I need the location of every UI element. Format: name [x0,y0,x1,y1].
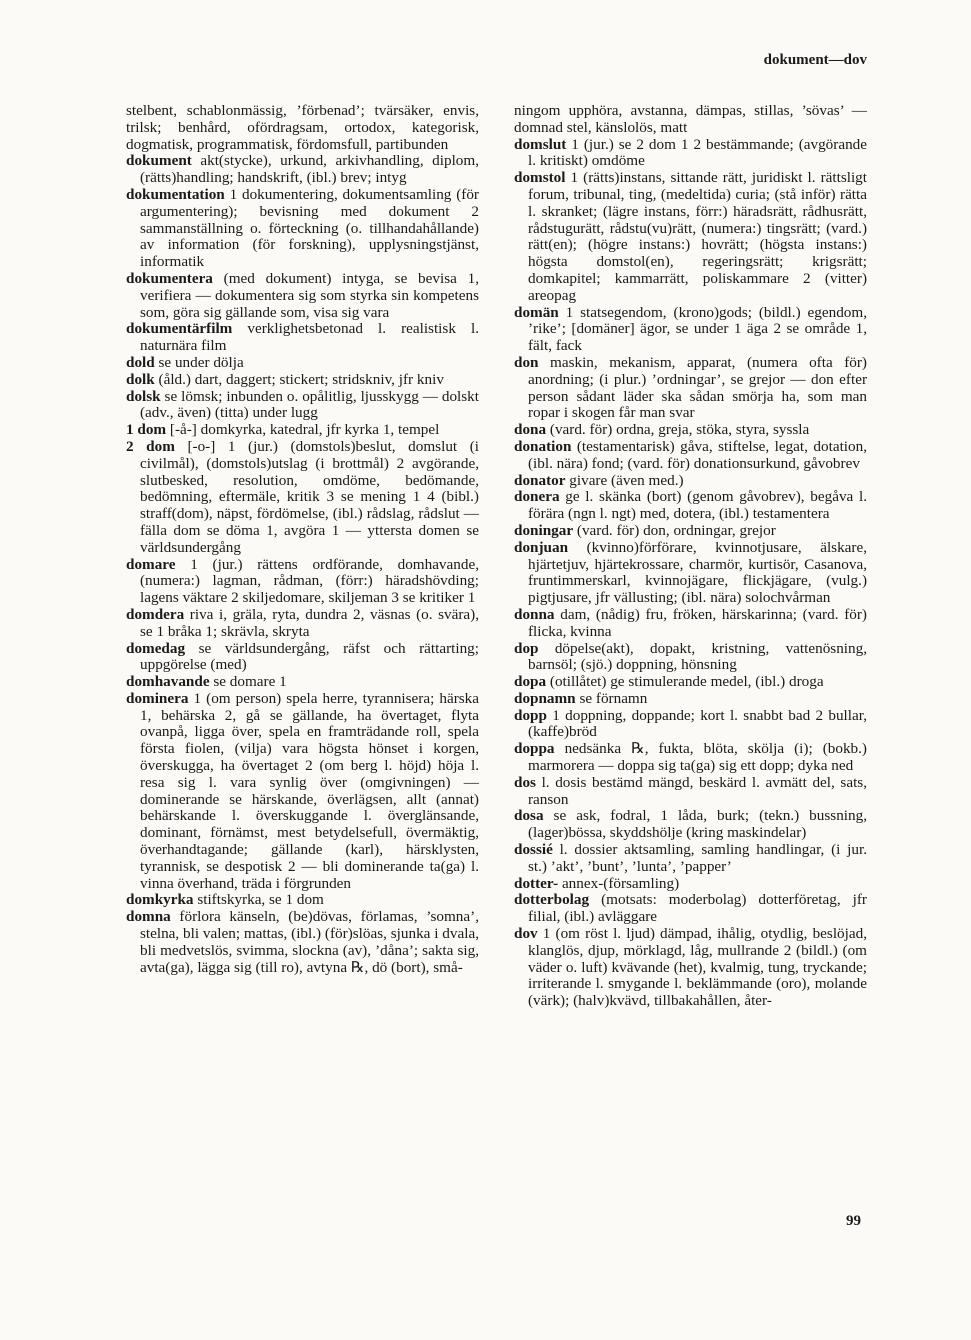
dictionary-entry [514,775,867,809]
entry-headword: domän [514,303,559,321]
entry-definition: stelbent, schablonmässig, ’förbenad’; tvärsäker, envis, trilsk; benhård, ofördragsam, ortodox, kategorisk, dogmatisk, programmatisk, fördomsfull, partibunden [126,102,479,153]
entry-definition: (åld.) dart, daggert; stickert; stridskniv, jfr kniv [154,370,444,388]
page-number: 99 [846,1213,861,1229]
entry-definition: 1 (rätts)instans, sittande rätt, juridiskt l. rättsligt forum, tribunal, ting, (medeltida) curia; (stå inför) rätta l. skranket; (lägre instans, förr:) häradsrätt, rådhusrätt, rådstugurätt, rådstu(vu)rätt, (numera:) tingsrätt; (vard.) rätt(en); (högre instans:) hovrätt; (högsta instans:) högsta domstol(en), regeringsrätt; krigsrätt; domkapitel; kammarrätt, poliskammare 2 (vitter) areopag [528,169,867,304]
entry-headword: domstol [514,169,566,187]
dictionary-entry [514,926,867,1010]
entry-headword: domhavande [126,673,210,691]
entry-definition: (otillåtet) ge stimulerande medel, (ibl.) droga [546,673,824,691]
entry-headword: dolsk [126,387,161,405]
entry-headword: doningar [514,521,574,539]
dictionary-entry [514,674,867,691]
entry-definition: 1 (om röst l. ljud) dämpad, ihålig, otydlig, beslöjad, klanglös, djup, mörklagd, låg, mullrande 2 (bildl.) (om väder o. luft) kvävande (het), kvalmig, tung, tryckande; irriterande l. smygande l. beklämmande (oro), molande (värk); (halv)kvävd, tillbakahållen, åter- [528,925,867,1010]
entry-definition: givare (även med.) [565,471,684,489]
dictionary-entry [514,808,867,842]
entry-headword: domna [126,908,171,926]
dictionary-entry [126,909,479,976]
entry-definition: 1 dokumentering, dokumentsamling (för argumentering); bevisning med dokument 2 sammanställning o. förteckning (o. tillhandahållande) av information (för forskning), upplysningstjänst, informatik [140,185,479,271]
entry-headword: donator [514,471,566,489]
dictionary-entry [126,389,479,423]
dictionary-entry [514,355,867,422]
dictionary-entry [126,372,479,389]
dictionary-entry [514,523,867,540]
entry-headword: 2 dom [126,437,175,455]
dictionary-entry [126,271,479,321]
dictionary-entry [514,137,867,171]
dictionary-entry [514,439,867,473]
entry-headword: dossié [514,841,553,859]
entry-headword: dop [514,639,539,657]
entry-definition: [-o-] 1 (jur.) (domstols)beslut, domslut (i civilmål), (domstols)utslag (i brottmål) 2 avgörande, slutbesked, resolution, omdöme, bedömande, bedömning, eftermäle, kritik 3 se mening 1 4 (bibl.) straff(dom), näpst, fördömelse, (ibl.) rådslag, rådslut — fälla dom se döma 1, avgöra 1 — yttersta domen se världsundergång [140,437,479,556]
dictionary-entry [126,422,479,439]
entry-definition: ge l. skänka (bort) (genom gåvobrev), begåva l. förära (ngn l. ngt) med, dotera, (ibl.) testamentera [528,488,867,523]
entry-definition: (vard. för) ordna, greja, stöka, styra, syssla [546,421,810,439]
entry-headword: doppa [514,740,555,758]
dictionary-entry [126,892,479,909]
dictionary-entry [514,540,867,607]
entry-headword: dos [514,773,536,791]
dictionary-entry [126,187,479,271]
entry-headword: dokumentärfilm [126,320,233,338]
dictionary-entry [126,321,479,355]
entry-headword: dov [514,925,538,943]
dictionary-entry [514,691,867,708]
dictionary-entry [126,641,479,675]
entry-definition: se domare 1 [209,673,287,691]
entry-definition: riva i, gräla, ryta, dundra 2, väsnas (o. svära), se 1 bråka 1; skrävla, skryta [140,605,479,640]
dictionary-entry [514,842,867,876]
entry-headword: domdera [126,605,185,623]
dictionary-entry [514,103,867,137]
entry-definition: förlora känseln, (be)dövas, förlamas, ’somna’, stelna, bli valen; mattas, (ibl.) (för)slöas, sjunka i dvala, bli medvetslös, svimma, slockna (av), ’dåna’; sakta sig, avta(ga), lägga sig (till ro), avtyna ℞, dö (bort), små- [140,908,479,976]
entry-definition: 1 (jur.) rättens ordförande, domhavande, (numera:) lagman, rådman, (förr:) häradshövding; lagens väktare 2 skiljedomare, skiljeman 3 se kritiker 1 [140,555,479,607]
left-column [126,103,479,976]
entry-headword: domslut [514,135,567,153]
dictionary-entry [514,741,867,775]
entry-headword: don [514,353,539,371]
dictionary-entry [126,153,479,187]
entry-headword: dokumentera [126,269,213,287]
entry-definition: se ask, fodral, 1 låda, burk; (tekn.) bussning, (lager)bössa, skyddshölje (kring maskindelar) [528,807,867,842]
entry-headword: 1 dom [126,421,167,439]
dictionary-entry [514,473,867,490]
entry-definition: (motsats: moderbolag) dotterföretag, jfr filial, (ibl.) avläggare [528,891,867,926]
entry-headword: dopnamn [514,689,576,707]
dictionary-entry [514,422,867,439]
entry-headword: dosa [514,807,544,825]
entry-definition: [-å-] domkyrka, katedral, jfr kyrka 1, tempel [166,421,440,439]
dictionary-entry [514,170,867,304]
right-column [514,103,867,1010]
entry-definition: 1 (om person) spela herre, tyrannisera; härska 1, behärska 2, gå se gällande, ha övertaget, flyta ovanpå, ligga över, spela en framträdande roll, spela första fiolen, (vilja) vara högsta hönset i korgen, överskugga, ha övertaget 2 (om berg l. höjd) höja l. resa sig l. vara synlig över (omgivningen) — dominerande se härskande, överlägsen, allt (annat) behärskande l. överskuggande l. överglänsande, dominant, förnämst, mest betydelsefull, övermäktig, överhandtagande; gällande (karl), härsklysten, tyrannisk, se despotisk 2 — bli dominerande ta(ga) l. vinna överhand, träda i förgrunden [140,689,479,892]
entry-definition: akt(stycke), urkund, arkivhandling, diplom, (rätts)handling; handskrift, (ibl.) brev; intyg [140,152,479,187]
entry-definition: (testamentarisk) gåva, stiftelse, legat, dotation, (ibl. nära) fond; (vard. för) donationsurkund, gåvobrev [528,437,867,472]
entry-headword: domedag [126,639,186,657]
entry-definition: döpelse(akt), dopakt, kristning, vattenösning, barnsöl; (sjö.) doppning, hönsning [528,639,867,674]
entry-definition: se under dölja [154,353,244,371]
running-head: dokument—dov [763,52,867,68]
entry-headword: donation [514,437,572,455]
dictionary-entry [126,607,479,641]
entry-definition: 1 statsegendom, (krono)gods; (bildl.) egendom, ’rike’; [domäner] ägor, se under 1 äga 2 se område 1, fält, fack [528,303,867,355]
entry-definition: maskin, mekanism, apparat, (numera ofta för) anordning; (i plur.) ’ordningar’, se grejor — don efter person sådant läder ska sådan smörja ha, som man ropar i skogen får man svar [528,353,867,422]
entry-headword: dominera [126,689,189,707]
entry-headword: domare [126,555,176,573]
entry-definition: ningom upphöra, avstanna, dämpas, stillas, ’sövas’ — domnad stel, känslolös, matt [514,102,867,136]
entry-definition: stiftskyrka, se 1 dom [193,891,324,909]
entry-headword: dotterbolag [514,891,590,909]
entry-definition: l. dosis bestämd mängd, beskärd l. avmätt del, sats, ranson [528,773,867,808]
entry-headword: donna [514,605,555,623]
dictionary-entry [126,355,479,372]
entry-headword: dolk [126,370,155,388]
entry-definition: l. dossier aktsamling, samling handlingar, (i jur. st.) ’akt’, ’bunt’, ’lunta’, ’papper’ [528,841,867,875]
entry-definition: 1 (jur.) se 2 dom 1 2 bestämmande; (avgörande l. kritiskt) omdöme [528,135,867,170]
entry-headword: dopp [514,706,547,724]
entry-headword: donjuan [514,538,569,556]
dictionary-entry [126,103,479,153]
entry-definition: se världsundergång, räfst och rättarting; uppgörelse (med) [140,639,479,674]
entry-definition: dam, (nådig) fru, fröken, härskarinna; (vard. för) flicka, kvinna [528,605,867,640]
entry-definition: (vard. för) don, ordningar, grejor [573,521,776,539]
dictionary-entry [126,691,479,893]
entry-definition: nedsänka ℞, fukta, blöta, skölja (i); (bokb.) marmorera — doppa sig ta(ga) sig ett dopp; dyka ned [528,740,867,775]
dictionary-entry [126,674,479,691]
dictionary-entry [514,708,867,742]
dictionary-entry [514,489,867,523]
dictionary-entry [126,557,479,607]
entry-definition: verklighetsbetonad l. realistisk l. naturnära film [140,320,479,355]
entry-headword: dotter- [514,874,559,892]
entry-headword: dold [126,353,155,371]
entry-definition: (med dokument) intyga, se bevisa 1, verifiera — dokumentera sig som styrka sin kompetens som, göra sig gällande som, visa sig vara [140,269,479,321]
entry-definition: (kvinno)förförare, kvinnotjusare, älskare, hjärtetjuv, hjärtekrossare, charmör, kurtisör, Casanova, fruntimmerskarl, kvinnojägare, flickjägare, (vulg.) pigtjusare, jfr vällusting; (ibl. nära) solochvårman [528,538,867,607]
entry-definition: se lömsk; inbunden o. opålitlig, ljusskygg — dolskt (adv., även) (titta) under lugg [140,387,479,422]
entry-definition: annex-(församling) [558,874,680,892]
dictionary-entry [126,439,479,557]
dictionary-entry [514,305,867,355]
entry-headword: dokumentation [126,185,225,203]
entry-headword: dopa [514,673,547,691]
entry-headword: dokument [126,152,192,170]
dictionary-entry [514,641,867,675]
dictionary-entry [514,876,867,893]
entry-definition: 1 doppning, doppande; kort l. snabbt bad 2 bullar, (kaffe)bröd [528,706,867,741]
entry-definition: se förnamn [575,689,648,707]
dictionary-entry [514,892,867,926]
dictionary-entry [514,607,867,641]
entry-headword: domkyrka [126,891,194,909]
entry-headword: dona [514,421,547,439]
entry-headword: donera [514,488,560,506]
